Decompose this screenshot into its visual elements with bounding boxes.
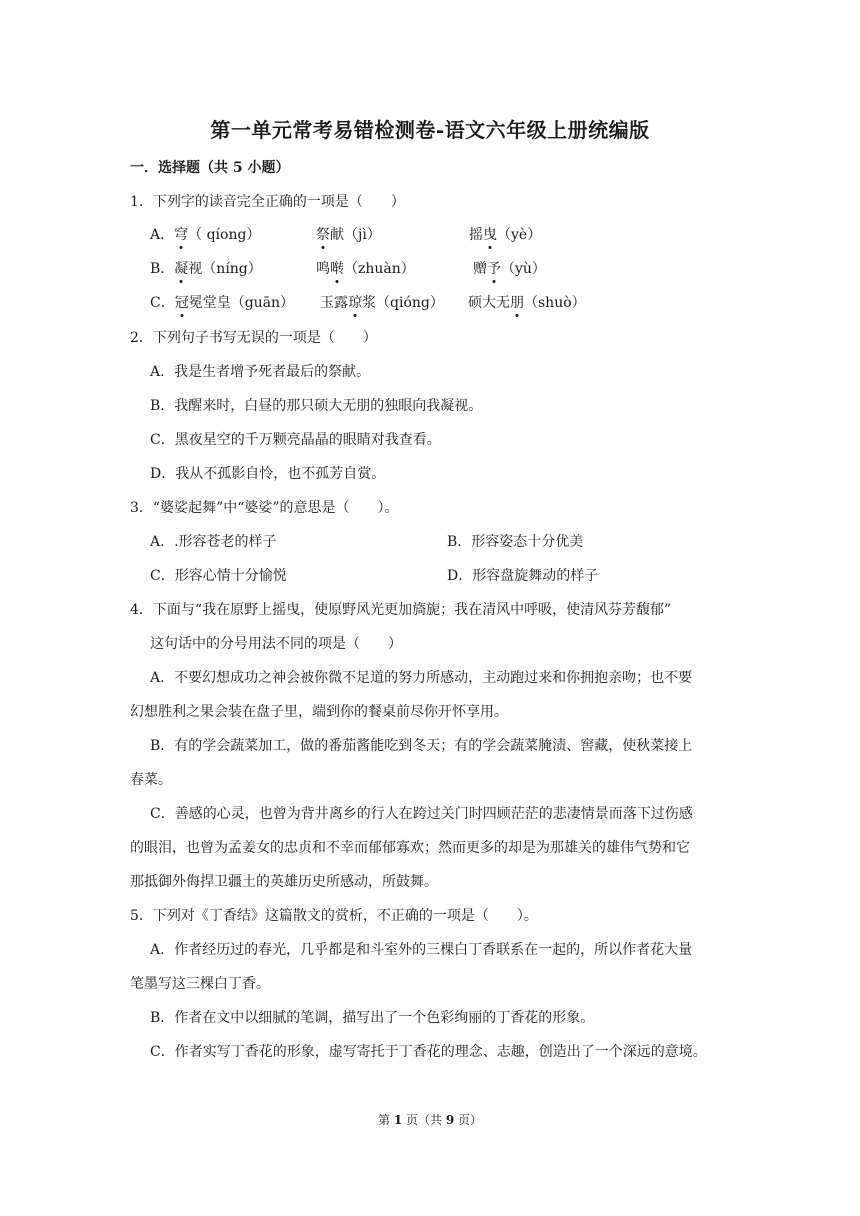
option-text: （shuò） xyxy=(524,295,586,311)
question-1-option-c xyxy=(150,292,294,312)
question-4-stem: 4．下面与“我在原野上摇曳，使原野风光更加旖旎；我在清风中呼吸，使清风芬芳馥郁” xyxy=(130,602,672,618)
question-2-option-c: C．黑夜星空的千万颗亮晶晶的眼睛对我查看。 xyxy=(150,432,441,448)
question-1-option-b-word-3 xyxy=(473,258,546,278)
option-label: A． xyxy=(150,227,175,243)
question-1-option-b xyxy=(150,258,262,278)
question-1-option-c-word-2 xyxy=(320,292,444,312)
question-3-option-a: A．.形容苍老的样子 xyxy=(150,534,277,550)
question-2-option-a: A．我是生者增予死者最后的祭献。 xyxy=(150,364,371,380)
question-1-option-c-word-3 xyxy=(468,292,586,312)
question-4-option-b-continued: 春菜。 xyxy=(130,772,172,788)
footer-text: 页） xyxy=(454,1113,482,1127)
page-number: 1 xyxy=(393,1113,403,1127)
option-text: 硕大无 xyxy=(468,295,510,311)
dotted-char: 琼 xyxy=(348,292,362,312)
dotted-char: 凝 xyxy=(174,258,188,278)
question-4-option-c: C．善感的心灵，也曾为背井离乡的行人在跨过关门时四顾茫茫的悲凄情景而落下过伤感 xyxy=(150,806,693,822)
option-text: 冕堂皇（guān） xyxy=(188,295,295,311)
option-text: （yù） xyxy=(501,261,546,277)
question-3-option-b: B．形容姿态十分优美 xyxy=(447,534,584,550)
question-1-option-a-word-3 xyxy=(469,224,541,244)
question-5-option-a: A．作者经历过的春光，几乎都是和斗室外的三棵白丁香联系在一起的，所以作者花大量 xyxy=(150,942,693,958)
question-4-option-b: B．有的学会蔬菜加工，做的番茄酱能吃到冬天；有的学会蔬菜腌渍、窖藏，使秋菜接上 xyxy=(150,738,693,754)
option-text: 献（jì） xyxy=(330,227,381,243)
dotted-char: 朋 xyxy=(510,292,524,312)
section-heading: 一．选择题（共 5 小题） xyxy=(130,160,290,176)
question-2-option-d: D．我从不孤影自怜，也不孤芳自赏。 xyxy=(150,466,386,482)
dotted-char: 冠 xyxy=(175,292,189,312)
option-text: 浆（qióng） xyxy=(362,295,444,311)
question-2-stem: 2．下列句子书写无误的一项是（ ） xyxy=(130,330,377,346)
option-text: 玉露 xyxy=(320,295,348,311)
question-1-stem: 1．下列字的读音完全正确的一项是（ ） xyxy=(130,194,405,210)
question-4-option-a: A．不要幻想成功之神会被你微不足道的努力所感动，主动跑过来和你拥抱亲吻；也不要 xyxy=(150,670,693,686)
option-text: 视（níng） xyxy=(188,261,262,277)
footer-text: 第 xyxy=(377,1113,394,1127)
page-footer xyxy=(0,1111,860,1128)
question-4-option-c-continued-2: 那抵御外侮捍卫疆土的英雄历史所感动，所鼓舞。 xyxy=(130,874,438,890)
dotted-char: 祭 xyxy=(316,224,330,244)
question-1-option-a-word-2 xyxy=(316,224,381,244)
dotted-char: 啭 xyxy=(330,258,344,278)
question-3-stem: 3．“婆娑起舞”中“婆娑”的意思是（ ）。 xyxy=(130,500,399,516)
option-label: C． xyxy=(150,295,175,311)
question-2-option-b: B．我醒来时，白昼的那只硕大无朋的独眼向我凝视。 xyxy=(150,398,483,414)
question-1-option-b-word-2 xyxy=(316,258,415,278)
question-3-option-d: D．形容盘旋舞动的样子 xyxy=(447,568,599,584)
question-1-option-a xyxy=(150,224,260,244)
footer-text: 页（共 xyxy=(402,1113,446,1127)
question-3-option-c: C．形容心情十分愉悦 xyxy=(150,568,287,584)
question-5-option-c: C．作者实写丁香花的形象，虚写寄托于丁香花的理念、志趣，创造出了一个深远的意境。 xyxy=(150,1044,707,1060)
dotted-char: 穹 xyxy=(174,224,188,244)
option-text: （yè） xyxy=(497,227,542,243)
option-text: 赠 xyxy=(473,261,487,277)
question-4-option-c-continued: 的眼泪，也曾为孟姜女的忠贞和不幸而郁郁寡欢；然而更多的却是为那雄关的雄伟气势和它 xyxy=(130,840,690,856)
question-4-option-a-continued: 幻想胜利之果会装在盘子里，端到你的餐桌前尽你开怀享用。 xyxy=(130,704,508,720)
page-total: 9 xyxy=(445,1113,455,1127)
dotted-char: 曳 xyxy=(483,224,497,244)
option-text: （ qíong） xyxy=(188,227,261,243)
question-5-stem: 5．下列对《丁香结》这篇散文的赏析，不正确的一项是（ ）。 xyxy=(130,908,538,924)
document-title: 第一单元常考易错检测卷-语文六年级上册统编版 xyxy=(210,118,650,142)
option-text: 鸣 xyxy=(316,261,330,277)
question-5-option-a-continued: 笔墨写这三棵白丁香。 xyxy=(130,976,270,992)
option-text: （zhuàn） xyxy=(344,261,415,277)
dotted-char: 予 xyxy=(487,258,501,278)
question-4-stem-continued: 这句话中的分号用法不同的项是（ ） xyxy=(150,636,402,652)
option-text: 摇 xyxy=(469,227,483,243)
option-label: B． xyxy=(150,261,175,277)
question-5-option-b: B．作者在文中以细腻的笔调，描写出了一个色彩绚丽的丁香花的形象。 xyxy=(150,1010,595,1026)
